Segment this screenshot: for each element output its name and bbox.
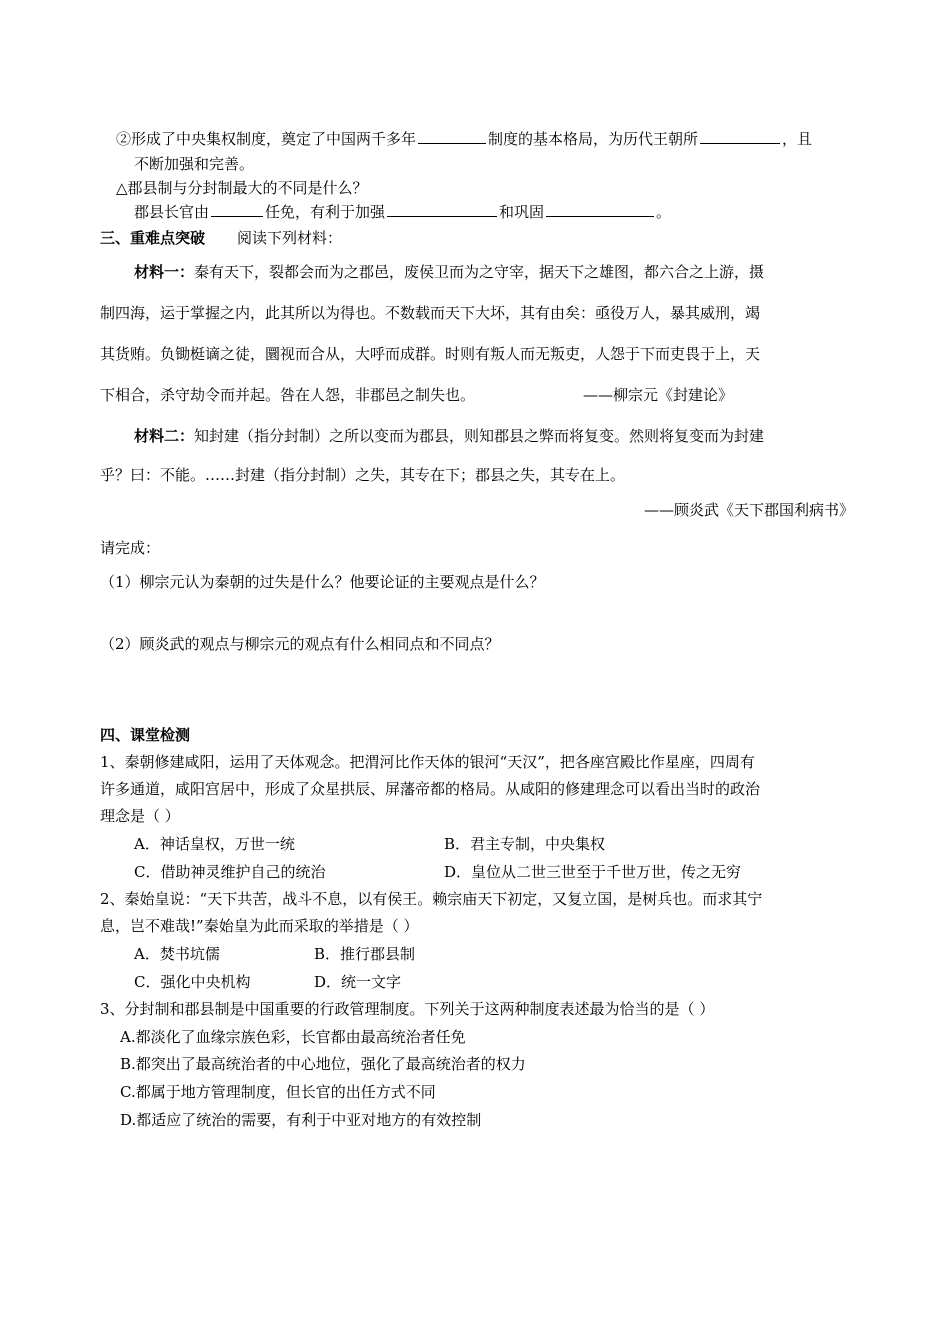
fill-blank[interactable] xyxy=(211,202,263,217)
fill-blank[interactable] xyxy=(546,202,654,217)
q1-line1: 1、秦朝修建咸阳，运用了天体观念。把渭河比作天体的银河“天汉”，把各座宫殿比作星座，四周有 xyxy=(100,753,755,771)
material-label: 材料二： xyxy=(134,427,195,445)
q1-option-d[interactable]: D．皇位从二世三世至于千世万世，传之无穷 xyxy=(444,863,742,881)
q1-option-b[interactable]: B．君主专制，中央集权 xyxy=(444,835,606,853)
material-label: 材料一： xyxy=(134,263,195,281)
text: 郡县长官由 xyxy=(134,203,210,221)
q3-option-d[interactable]: D.都适应了统治的需要，有利于中亚对地方的有效控制 xyxy=(120,1111,482,1129)
q3-option-c[interactable]: C.都属于地方管理制度，但长官的出任方式不同 xyxy=(120,1083,436,1101)
material-1-line4 xyxy=(100,385,733,405)
material-1-line2: 制四海，运于掌握之内，此其所以为得也。不数载而天下大坏，其有由矣：亟役万人，暴其威刑，竭 xyxy=(100,304,761,322)
text: 下相合，杀守劫令而并起。咎在人怨，非郡邑之制失也。 xyxy=(100,386,476,404)
q3-line1: 3、分封制和郡县制是中国重要的行政管理制度。下列关于这两种制度表述最为恰当的是（ ） xyxy=(100,1000,715,1018)
section-4-heading: 四、课堂检测 xyxy=(100,726,191,744)
text: ②形成了中央集权制度，奠定了中国两千多年 xyxy=(116,130,417,148)
section-3-heading xyxy=(100,228,342,248)
answer-line xyxy=(134,202,671,222)
text: 秦有天下，裂都会而为之郡邑，废侯卫而为之守宰，据天下之雄图，都六合之上游，摄 xyxy=(194,263,765,281)
text: ，且 xyxy=(782,130,813,148)
q1-option-a[interactable]: A．神话皇权，万世一统 xyxy=(134,835,295,853)
material-2-source: ——顾炎武《天下郡国利病书》 xyxy=(643,501,854,519)
text: 知封建（指分封制）之所以变而为郡县，则知郡县之弊而将复变。然则将复变而为封建 xyxy=(194,427,765,445)
q2-line1: 2、秦始皇说：“天下共苦，战斗不息，以有侯王。赖宗庙天下初定，又复立国，是树兵也。而求其宁 xyxy=(100,890,763,908)
text: 。 xyxy=(656,203,672,221)
q1-line2: 许多通道，咸阳宫居中，形成了众星拱辰、屏藩帝都的格局。从咸阳的修建理念可以看出当时的政治 xyxy=(100,780,761,798)
material-1-line3: 其货贿。负锄梃谪之徒，圜视而合从，大呼而成群。时则有叛人而无叛吏，人怨于下而吏畏于上，天 xyxy=(100,345,761,363)
section-instruction: 阅读下列材料： xyxy=(237,229,343,247)
material-1-line1 xyxy=(134,262,764,282)
item-2-line2: 不断加强和完善。 xyxy=(134,155,255,173)
q1-option-c[interactable]: C．借助神灵维护自己的统治 xyxy=(134,863,326,881)
question-line: △郡县制与分封制最大的不同是什么？ xyxy=(116,179,368,197)
task-prompt: 请完成： xyxy=(100,539,161,557)
fill-blank[interactable] xyxy=(418,129,486,144)
fill-blank[interactable] xyxy=(387,202,497,217)
fill-blank[interactable] xyxy=(700,129,780,144)
item-2-line1 xyxy=(116,129,812,149)
q2-option-d[interactable]: D．统一文字 xyxy=(314,973,402,991)
text: 任免，有利于加强 xyxy=(265,203,386,221)
material-source: ——柳宗元《封建论》 xyxy=(583,386,734,404)
q2-option-c[interactable]: C．强化中央机构 xyxy=(134,973,251,991)
task-question-2: （2）顾炎武的观点与柳宗元的观点有什么相同点和不同点？ xyxy=(100,635,500,653)
q2-option-b[interactable]: B．推行郡县制 xyxy=(314,945,416,963)
q1-line3: 理念是（ ） xyxy=(100,807,180,825)
material-2-line1 xyxy=(134,426,764,446)
q3-option-a[interactable]: A.都淡化了血缘宗族色彩，长官都由最高统治者任免 xyxy=(120,1028,466,1046)
task-question-1: （1）柳宗元认为秦朝的过失是什么？他要论证的主要观点是什么？ xyxy=(100,573,545,591)
text: 和巩固 xyxy=(499,203,545,221)
material-2-line2: 乎？曰：不能。……封建（指分封制）之失，其专在下；郡县之失，其专在上。 xyxy=(100,466,626,484)
text: 制度的基本格局，为历代王朝所 xyxy=(488,130,699,148)
q2-line2: 息，岂不难哉!”秦始皇为此而采取的举措是（ ） xyxy=(100,917,419,935)
q2-option-a[interactable]: A．焚书坑儒 xyxy=(134,945,220,963)
section-title: 三、重难点突破 xyxy=(100,229,206,247)
q3-option-b[interactable]: B.都突出了最高统治者的中心地位，强化了最高统治者的权力 xyxy=(120,1055,526,1073)
